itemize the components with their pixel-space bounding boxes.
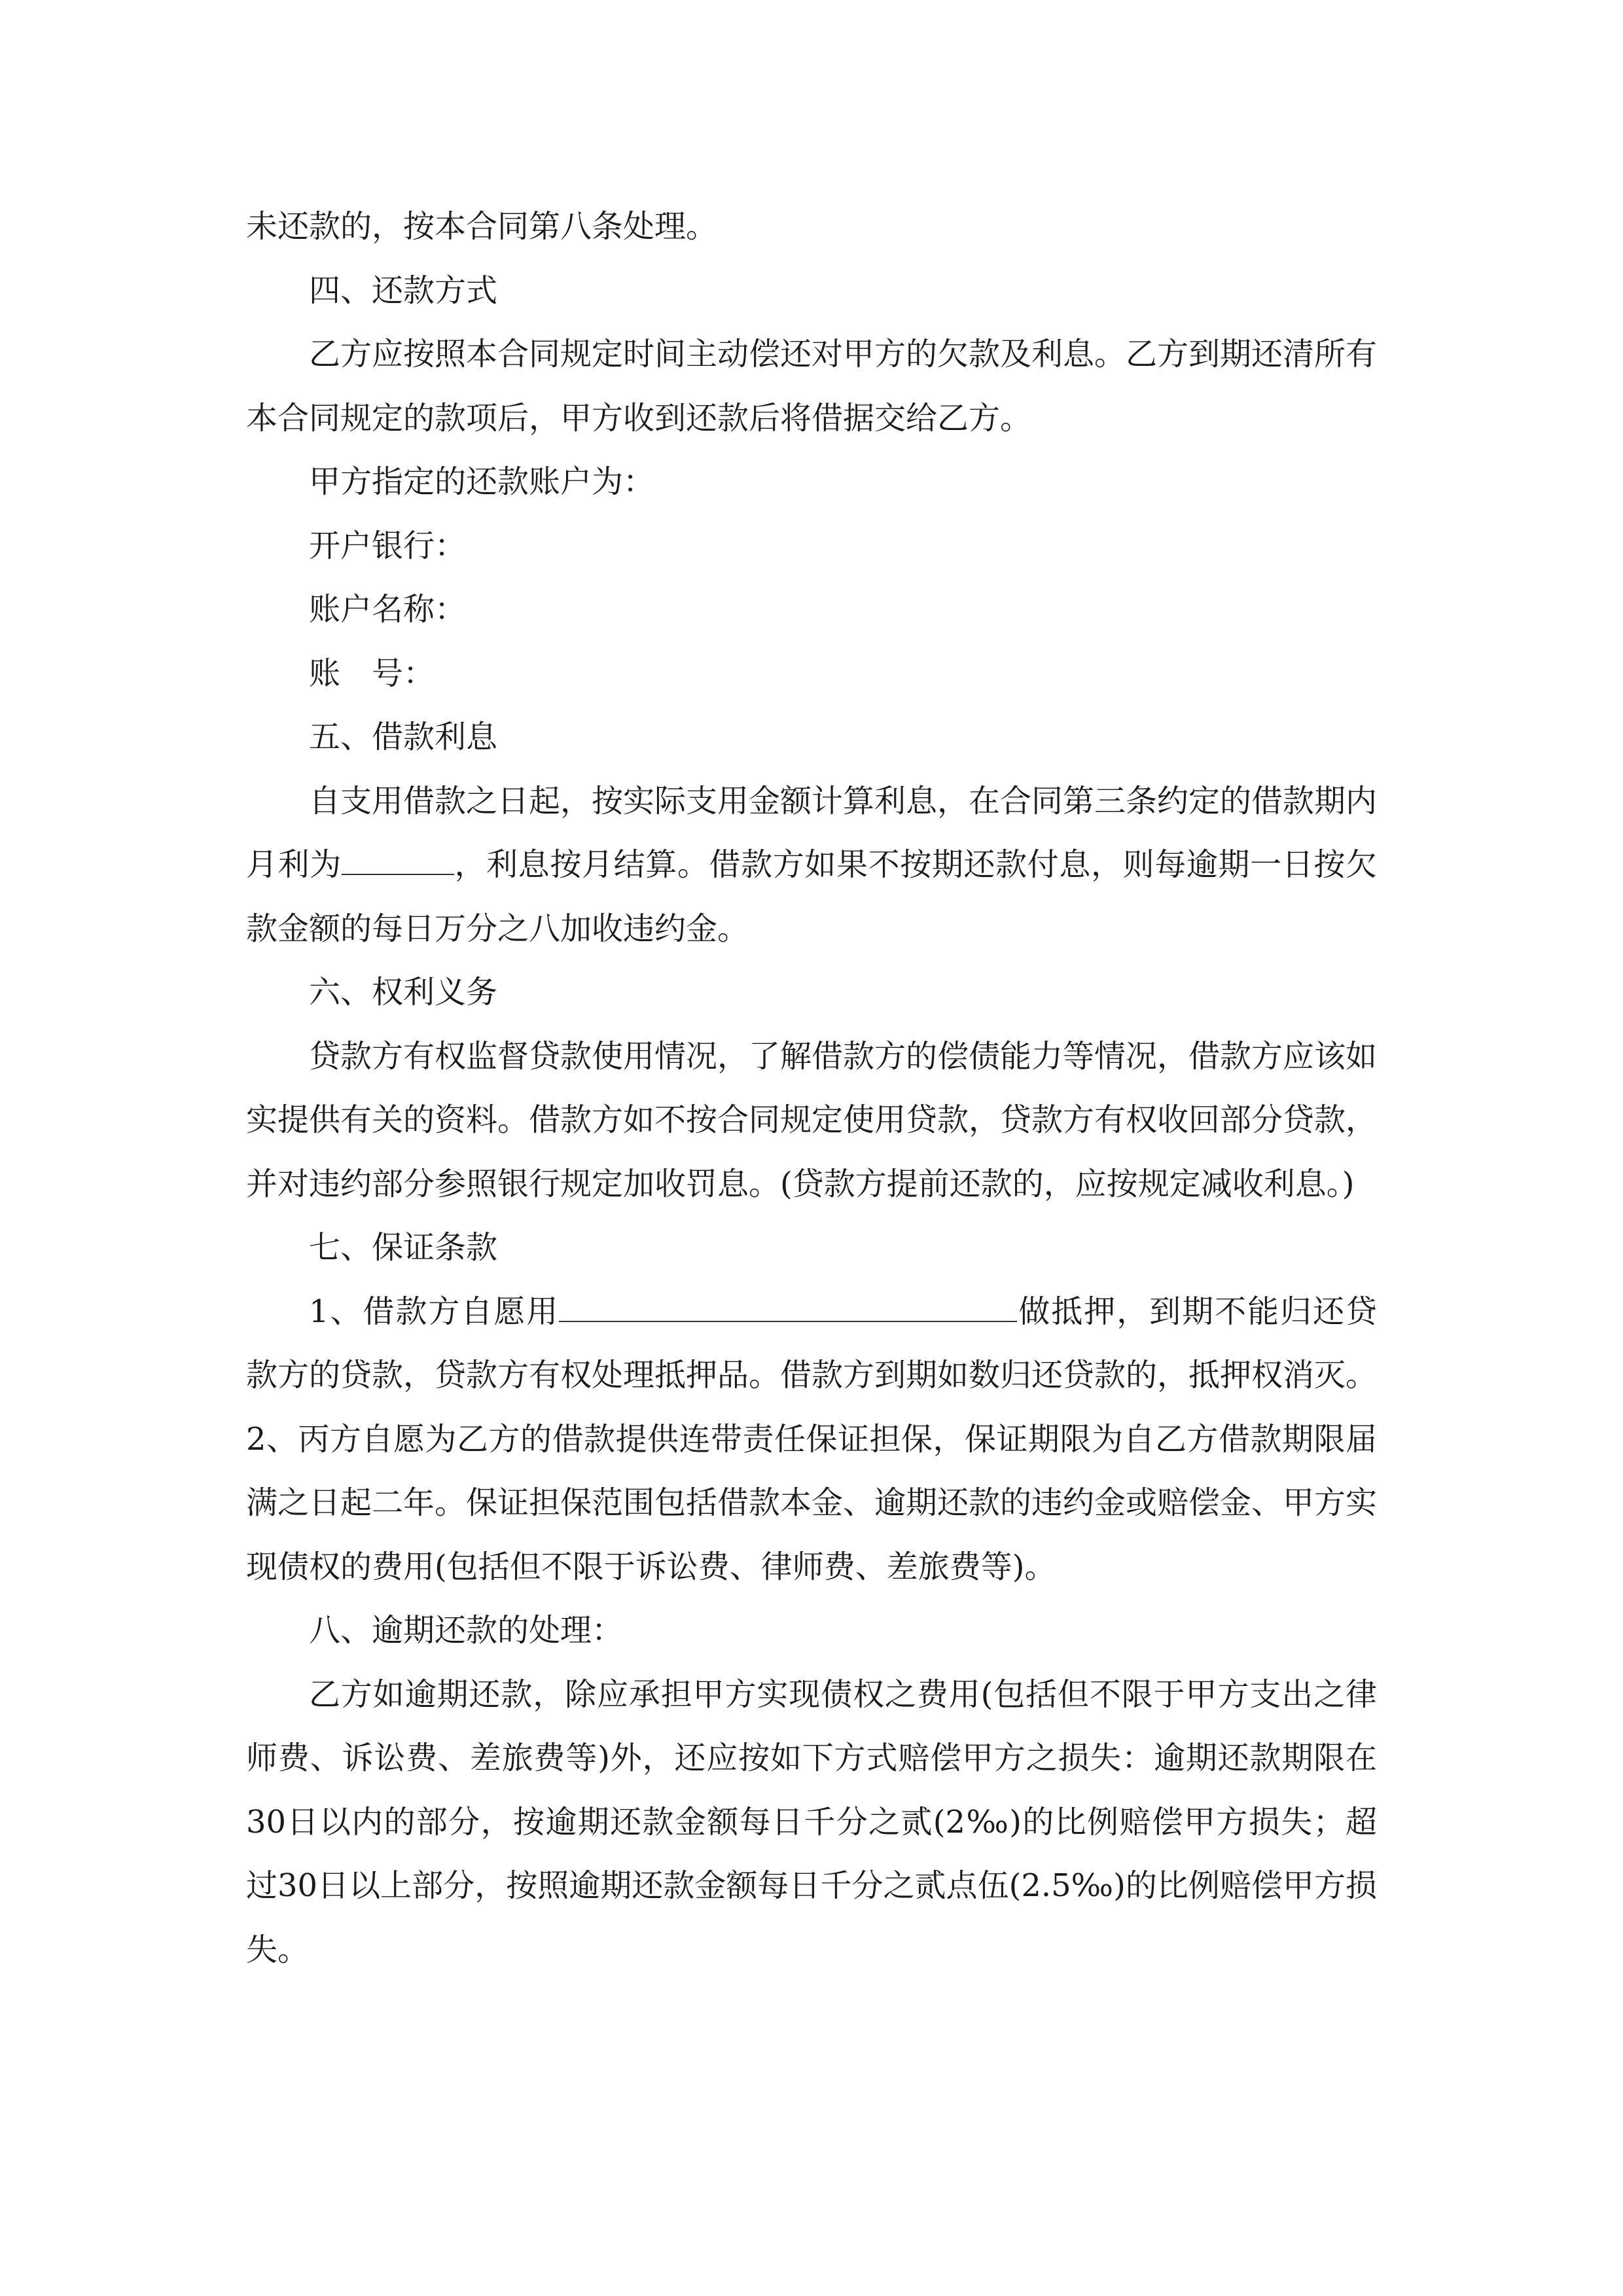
document-body (246, 195, 1377, 1982)
paragraph-loan-interest (246, 770, 1377, 961)
interest-text-part-2: ，利息按月结算。借款方如果不按期还款付息，则每逾期一日按欠款金额的每日万分之八加收违约金。 (246, 846, 1377, 947)
monthly-rate-blank (342, 848, 454, 875)
account-name-label: 账户名称： (309, 591, 467, 628)
paragraph-guarantee-2: 2、丙方自愿为乙方的借款提供连带责任保证担保，保证期限为自乙方借款期限届满之日起二年。保证担保范围包括借款本金、逾期还款的违约金或赔偿金、甲方实现债权的费用(包括但不限于诉讼费、律师费、差旅费等)。 (246, 1420, 1378, 1585)
paragraph-continuation: 未还款的，按本合同第八条处理。 (246, 208, 718, 245)
account-number-label: 账 号： (309, 655, 435, 692)
paragraph-repayment-account: 甲方指定的还款账户为： (309, 463, 655, 500)
section-heading-rights-obligations: 六、权利义务 (309, 974, 498, 1011)
paragraph-repayment-method: 乙方应按照本合同规定时间主动偿还对甲方的欠款及利息。乙方到期还清所有本合同规定的款项后，甲方收到还款后将借据交给乙方。 (246, 336, 1378, 437)
section-heading-overdue: 八、逾期还款的处理： (309, 1612, 624, 1649)
guarantee-text-part-1: 1、借款方自愿用 (309, 1293, 560, 1330)
interest-text-part-1: 自支用借款之日起，按实际支用金额计算利息，在合同第三条约定的借款期内月利为 (246, 782, 1378, 883)
section-heading-loan-interest: 五、借款利息 (309, 719, 498, 755)
section-heading-guarantee: 七、保证条款 (309, 1229, 498, 1266)
paragraph-guarantee-1 (246, 1280, 1377, 1408)
guarantee-text-part-2: 做抵押，到期不能归还贷款方的贷款，贷款方有权处理抵押品。借款方到期如数归还贷款的，抵押权消灭。 (246, 1293, 1378, 1393)
paragraph-rights-obligations: 贷款方有权监督贷款使用情况，了解借款方的偿债能力等情况，借款方应该如实提供有关的资料。借款方如不按合同规定使用贷款，贷款方有权收回部分贷款，并对违约部分参照银行规定加收罚息。(贷款方提前还款的，应按规定减收利息。) (246, 1037, 1378, 1202)
section-heading-repayment-method: 四、还款方式 (309, 272, 498, 309)
bank-label: 开户银行： (309, 527, 467, 564)
collateral-blank (559, 1295, 1017, 1322)
paragraph-overdue: 乙方如逾期还款，除应承担甲方实现债权之费用(包括但不限于甲方支出之律师费、诉讼费、差旅费等)外，还应按如下方式赔偿甲方之损失：逾期还款期限在30日以内的部分，按逾期还款金额每日千分之贰(2‰)的比例赔偿甲方损失；超过30日以上部分，按照逾期还款金额每日千分之贰点伍(2.5‰)的比例赔偿甲方损失。 (246, 1676, 1377, 1968)
